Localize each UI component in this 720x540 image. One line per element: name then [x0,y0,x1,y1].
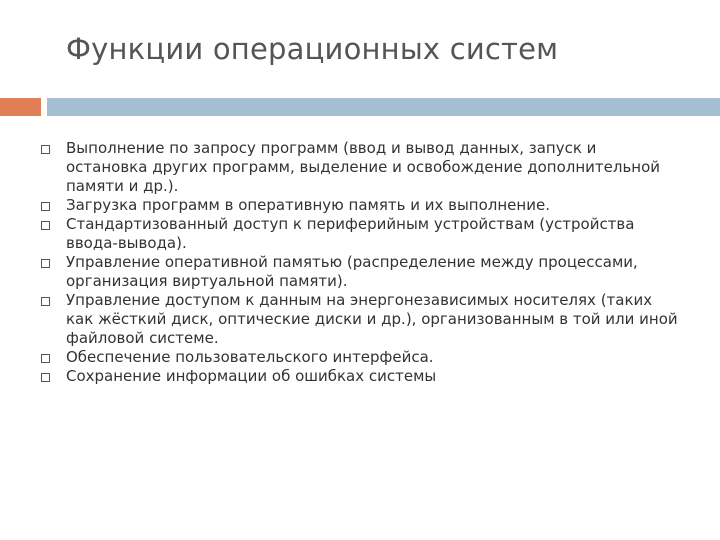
title-accent-bar-blue [47,98,720,116]
list-item [41,215,681,253]
square-bullet-icon [41,145,50,154]
bullet-text: Выполнение по запросу программ (ввод и вывод данных, запуск и остановка других программ, выделение и освобождение дополнительной памяти и др.). [66,139,661,195]
bullet-text: Управление оперативной памятью (распределение между процессами, организация виртуальной памяти). [66,253,638,290]
bullet-text: Управление доступом к данным на энергонезависимых носителях (таких как жёсткий диск, оптические диски и др.), организованным в той или иной файловой системе. [66,291,678,347]
square-bullet-icon [41,354,50,363]
bullet-list [41,139,681,386]
square-bullet-icon [41,202,50,211]
bullet-text: Стандартизованный доступ к периферийным устройствам (устройства ввода-вывода). [66,215,635,252]
list-item [41,196,681,215]
slide-title: Функции операционных систем [66,32,559,66]
list-item [41,253,681,291]
square-bullet-icon [41,373,50,382]
list-item [41,367,681,386]
square-bullet-icon [41,297,50,306]
list-item [41,348,681,367]
list-item [41,139,681,196]
bullet-text: Загрузка программ в оперативную память и их выполнение. [66,196,550,214]
title-accent-bar-orange [0,98,41,116]
bullet-text: Сохранение информации об ошибках системы [66,367,437,385]
list-item [41,291,681,348]
square-bullet-icon [41,259,50,268]
bullet-text: Обеспечение пользовательского интерфейса. [66,348,434,366]
square-bullet-icon [41,221,50,230]
